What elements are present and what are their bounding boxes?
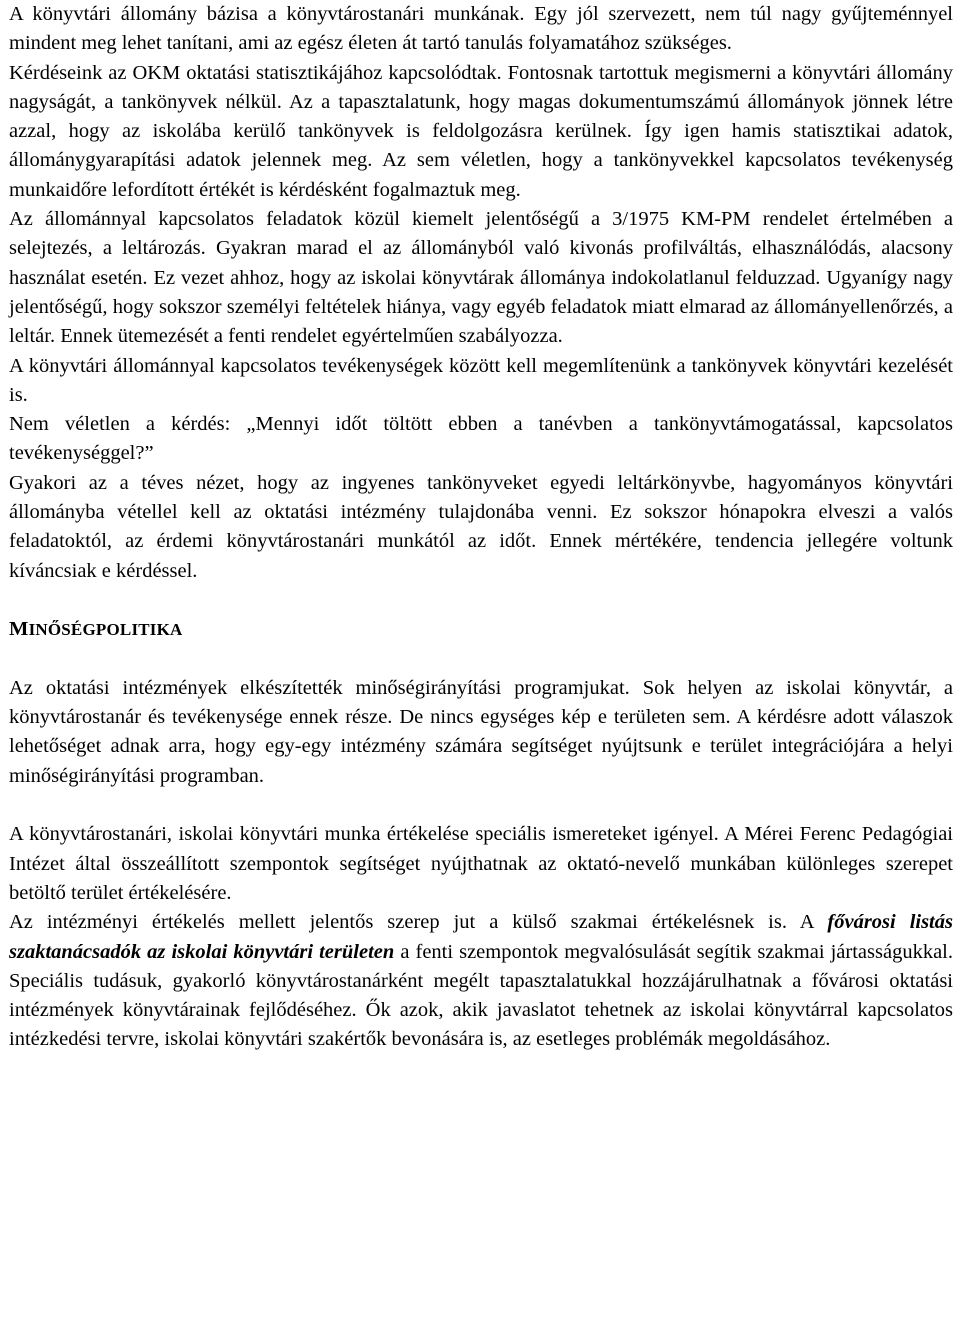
paragraph-collection-basis: A könyvtári állomány bázisa a könyvtárostanári munkának. Egy jól szervezett, nem túl nagy gyűjteménnyel mindent meg lehet tanítani, ami az egész életen át tartó tanulás folyamatához szükséges. [9, 3, 953, 55]
paragraph-question-quote: Nem véletlen a kérdés: „Mennyi időt töltött ebben a tanévben a tankönyvtámogatással, kapcsolatos tevékenységgel?” [9, 413, 953, 465]
paragraph-evaluation: A könyvtárostanári, iskolai könyvtári munka értékelése speciális ismereteket igényel. A Mérei Ferenc Pedagógiai Intézet által összeállított szempontok segítséget nyújthatnak az oktató-nevelő munkában különleges szerepet betöltő terület értékelésére. [9, 823, 953, 904]
spacer [9, 645, 953, 674]
paragraph-external-evaluation: Az intézményi értékelés mellett jelentős szerep jut a külső szakmai értékelésnek is. A fővárosi listás szaktanácsadók az iskolai könyvtári területen a fenti szempontok megvalósulását segítik szakmai jártasságukkal. Speciális tudásuk, gyakorló könyvtárostanárként megélt tapasztalatukkal hozzájárulhatnak a fővárosi oktatási intézmények könyvtárainak fejlődéséhez. Ők azok, akik javaslatot tehetnek az iskolai könyvtárral kapcsolatos intézkedési tervre, iskolai könyvtári szakértők bevonására is, az esetleges problémák megoldásához. [9, 911, 953, 1051]
paragraph-weeding-inventory: Az állománnyal kapcsolatos feladatok közül kiemelt jelentőségű a 3/1975 KM-PM rendelet értelmében a selejtezés, a leltározás. Gyakran marad el az állományból való kivonás profilváltás, elhasználódás, alacsony használat esetén. Ez vezet ahhoz, hogy az iskolai könyvtárak állománya indokolatlanul felduzzad. Ugyanígy nagy jelentőségű, hogy sokszor személyi feltételek hiánya, vagy egyéb feladatok miatt elmarad az állományellenőrzés, a leltár. Ennek ütemezését a fenti rendelet egyértelműen szabályozza. [9, 208, 953, 348]
spacer [9, 586, 953, 615]
paragraph-quality-programs: Az oktatási intézmények elkészítették minőségirányítási programjukat. Sok helyen az iskolai könyvtár, a könyvtárostanár és tevékenysége ennek része. De nincs egységes kép e területen sem. A kérdésre adott válaszok lehetőséget adnak arra, hogy egy-egy intézmény számára segítséget nyújtsunk e terület integrációjára a helyi minőségirányítási programban. [9, 676, 953, 787]
paragraph-okm-statistics: Kérdéseink az OKM oktatási statisztikájához kapcsolódtak. Fontosnak tartottuk megismerni a könyvtári állomány nagyságát, a tankönyvek nélkül. Az a tapasztalatunk, hogy magas dokumentumszámú állományok jönnek létre azzal, hogy az iskolába kerülő tankönyvek is feldolgozásra kerülnek. Így igen hamis statisztikai adatok, állománygyarapítási adatok jelennek meg. Az sem véletlen, hogy a tankönyvekkel kapcsolatos tevékenység munkaidőre lefordított értékét is kérdésként fogalmaztuk meg. [9, 61, 953, 201]
document-page [9, 0, 953, 1055]
emphasized-phrase: fővárosi listás szaktanácsadók az iskolai könyvtári területen [9, 911, 953, 963]
paragraph-misconception: Gyakori az a téves nézet, hogy az ingyenes tankönyveket egyedi leltárkönyvbe, hagyományos könyvtári állományba vétellel kell az oktatási intézmény tulajdonába venni. Ez sokszor hónapokra elveszi a valós feladatoktól, az érdemi könyvtárostanári munkától az időt. Ennek mértékére, tendencia jellegére voltunk kíváncsiak e kérdéssel. [9, 471, 953, 582]
spacer [9, 791, 953, 820]
paragraph-textbook-handling: A könyvtári állománnyal kapcsolatos tevékenységek között kell megemlítenünk a tankönyvek könyvtári kezelését is. [9, 354, 953, 406]
section-heading: MINŐSÉGPOLITIKA [9, 618, 183, 641]
